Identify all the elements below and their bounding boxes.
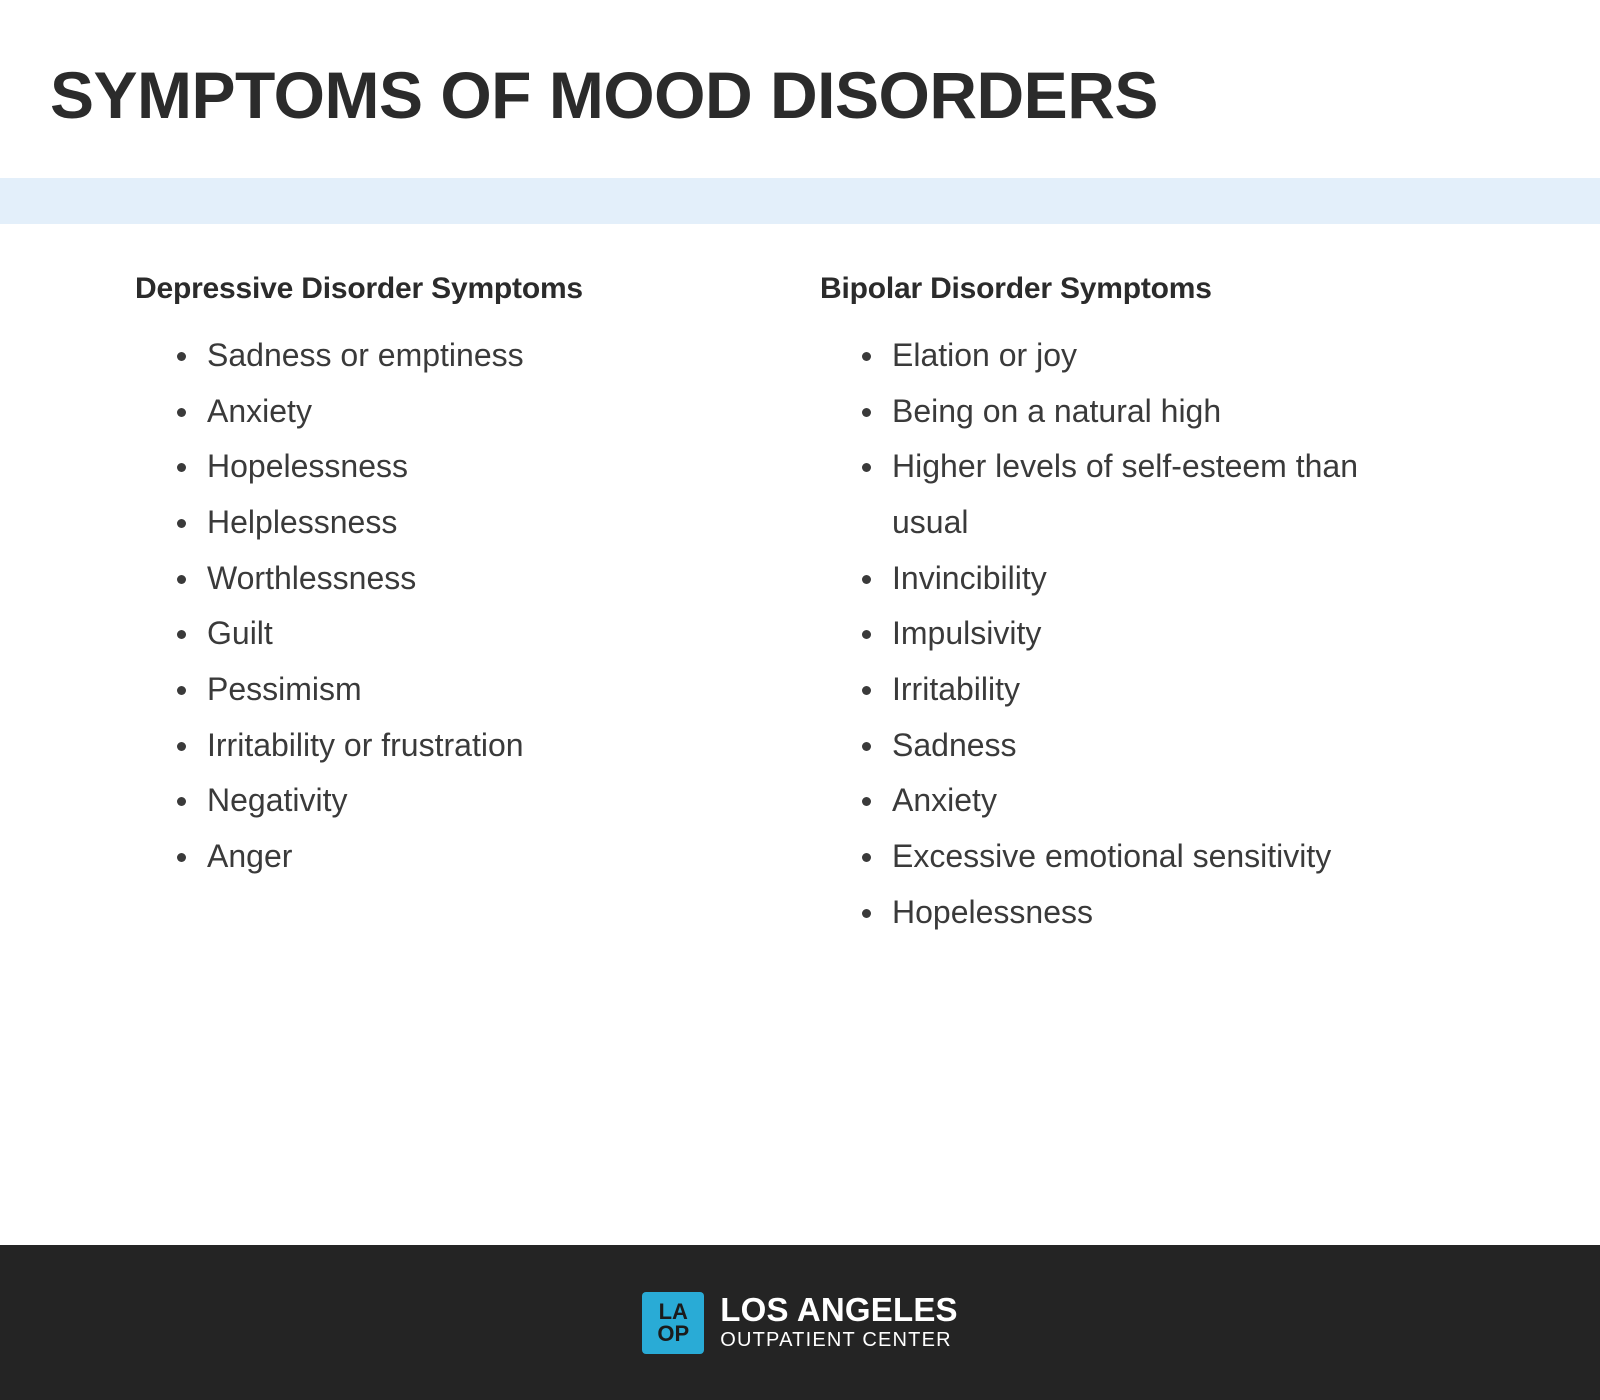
list-item: Anxiety xyxy=(862,773,1412,829)
list-item: Irritability or frustration xyxy=(177,718,720,774)
symptom-list-bipolar xyxy=(820,328,1500,940)
column-bipolar xyxy=(720,272,1500,1245)
list-item: Worthlessness xyxy=(177,551,720,607)
list-item: Sadness xyxy=(862,718,1412,774)
column-depressive xyxy=(0,272,720,1245)
list-item: Anxiety xyxy=(177,384,720,440)
brand-wordmark xyxy=(720,1293,958,1352)
list-item: Hopelessness xyxy=(177,439,720,495)
list-item: Hopelessness xyxy=(862,885,1412,941)
page-title: SYMPTOMS OF MOOD DISORDERS xyxy=(50,58,1158,132)
column-heading-bipolar: Bipolar Disorder Symptoms xyxy=(820,272,1212,305)
brand-name-line1: LOS ANGELES xyxy=(720,1291,958,1329)
list-item: Invincibility xyxy=(862,551,1412,607)
list-item: Elation or joy xyxy=(862,328,1412,384)
list-item: Sadness or emptiness xyxy=(177,328,720,384)
list-item: Higher levels of self-esteem than usual xyxy=(862,439,1412,550)
list-item: Irritability xyxy=(862,662,1412,718)
list-item: Helplessness xyxy=(177,495,720,551)
brand-logo xyxy=(642,1292,958,1354)
list-item: Pessimism xyxy=(177,662,720,718)
list-item: Anger xyxy=(177,829,720,885)
title-area xyxy=(0,0,1600,178)
symptom-list-depressive xyxy=(135,328,720,885)
list-item: Being on a natural high xyxy=(862,384,1412,440)
list-item: Excessive emotional sensitivity xyxy=(862,829,1412,885)
footer-bar xyxy=(0,1245,1600,1400)
list-item: Guilt xyxy=(177,606,720,662)
column-heading-depressive: Depressive Disorder Symptoms xyxy=(135,272,583,305)
accent-band xyxy=(0,178,1600,224)
brand-name-line2: OUTPATIENT CENTER xyxy=(720,1328,952,1351)
laop-logo-icon xyxy=(642,1292,704,1354)
list-item: Negativity xyxy=(177,773,720,829)
list-item: Impulsivity xyxy=(862,606,1412,662)
logo-mark-bottom: OP xyxy=(657,1320,690,1346)
content-columns xyxy=(0,224,1600,1245)
logo-mark-top: LA xyxy=(658,1298,688,1324)
